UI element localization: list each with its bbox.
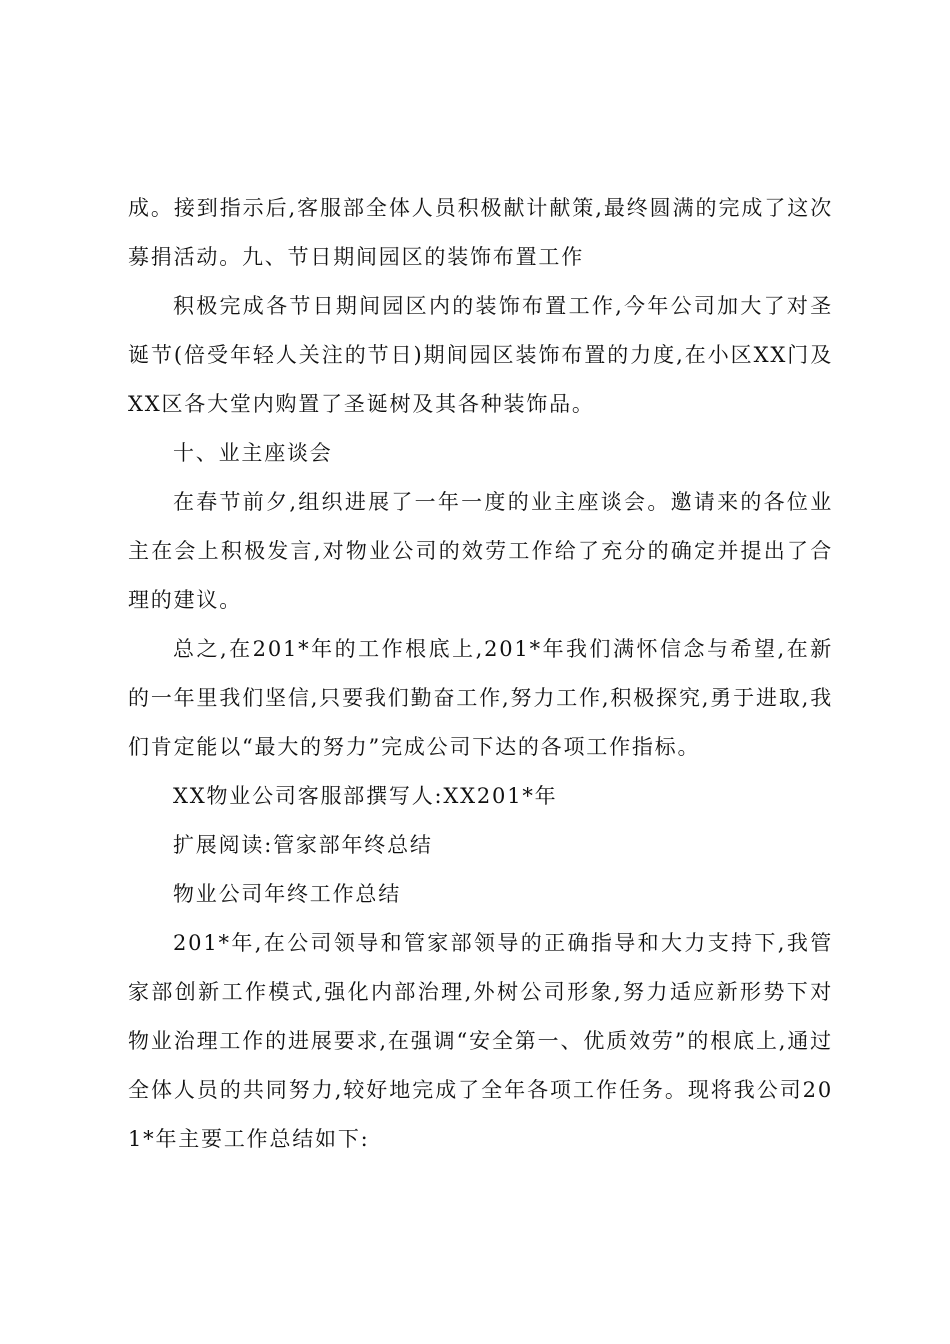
document-body: [128, 184, 833, 1164]
subtitle-line: 物业公司年终工作总结: [173, 882, 401, 906]
paragraph-3: 在春节前夕,组织进展了一年一度的业主座谈会。邀请来的各位业主在会上积极发言,对物业公司的效劳工作给了充分的确定并提出了合理的建议。: [128, 490, 833, 612]
paragraph-1: 成。接到指示后,客服部全体人员积极献计献策,最终圆满的完成了这次募捐活动。九、节日期间园区的装饰布置工作: [128, 196, 833, 269]
paragraph-summary: 总之,在201*年的工作根底上,201*年我们满怀信念与希望,在新的一年里我们坚信,只要我们勤奋工作,努力工作,积极探究,勇于进取,我们肯定能以“最大的努力”完成公司下达的各项工作指标。: [128, 637, 833, 759]
paragraph-annual-summary: 201*年,在公司领导和管家部领导的正确指导和大力支持下,我管家部创新工作模式,强化内部治理,外树公司形象,努力适应新形势下对物业治理工作的进展要求,在强调“安全第一、优质效劳”的根底上,通过全体人员的共同努力,较好地完成了全年各项工作任务。现将我公司201*年主要工作总结如下:: [128, 931, 833, 1151]
extended-reading-line: 扩展阅读:管家部年终总结: [173, 833, 433, 857]
section-heading-10: 十、业主座谈会: [173, 441, 333, 465]
author-line: XX物业公司客服部撰写人:XX201*年: [173, 784, 558, 808]
paragraph-2: 积极完成各节日期间园区内的装饰布置工作,今年公司加大了对圣诞节(倍受年轻人关注的节日)期间园区装饰布置的力度,在小区XX门及XX区各大堂内购置了圣诞树及其各种装饰品。: [128, 294, 833, 416]
